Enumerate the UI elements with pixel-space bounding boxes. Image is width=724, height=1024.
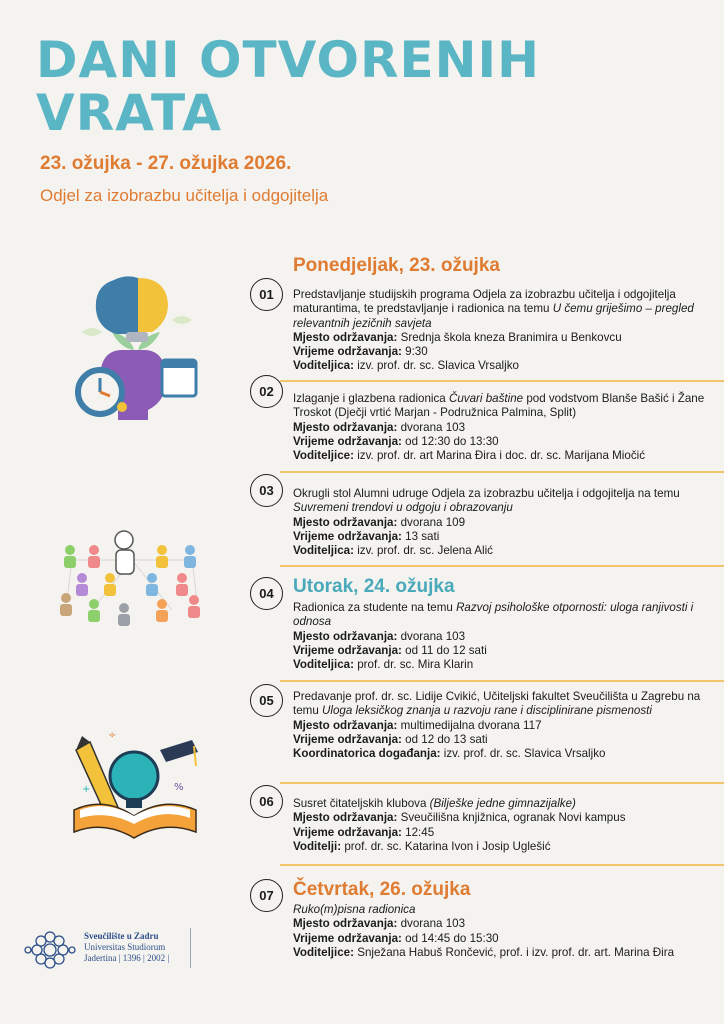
event-number-badge: 04 xyxy=(250,577,283,610)
brain-lightbulb-illustration xyxy=(62,272,212,422)
book-brain-illustration xyxy=(68,730,203,845)
event-number-badge: 01 xyxy=(250,278,283,311)
day-heading-tuesday: Utorak, 24. ožujka xyxy=(293,576,455,597)
svg-text:+: + xyxy=(82,784,91,795)
event-number-badge: 07 xyxy=(250,879,283,912)
title-line2: VRATA xyxy=(36,84,222,142)
section-divider xyxy=(280,680,724,682)
section-divider xyxy=(280,864,724,866)
event-entry: Predstavljanje studijskih programa Odjela za izobrazbu učitelja i odgojitelja maturantima, te predstavljanje i radionica na temu U čemu griješimo – pregled relevantnih jezičnih savjeta Mjesto održavanja: Srednja škola kneza Branimira u Benkovcu Vrijeme održavanja: 9:30 Voditeljica: izv. prof. dr. sc. Slavica Vrsaljko xyxy=(293,288,694,373)
event-dates: 23. ožujka - 27. ožujka 2026. xyxy=(40,153,292,174)
event-entry: Susret čitateljskih klubova (Bilješke jedne gimnazijalke) Mjesto održavanja: Sveučilišna knjižnica, ogranak Novi kampus Vrijeme održavanja: 12:45 Voditelji: prof. dr. sc. Katarina Ivon i Josip Uglešić xyxy=(293,797,626,853)
event-number-badge: 02 xyxy=(250,375,283,408)
day-heading-thursday: Četvrtak, 26. ožujka xyxy=(293,879,471,900)
event-entry: Ruko(m)pisna radionica Mjesto održavanja: dvorana 103 Vrijeme održavanja: od 14:45 do 15:30 Voditeljice: Snježana Habuš Rončević, prof. i izv. prof. dr. art. Marina Đira xyxy=(293,903,675,959)
svg-text:÷: ÷ xyxy=(108,730,117,741)
university-logo-text: Sveučilište u Zadru Universitas Studiorum Jadertina | 1396 | 2002 | xyxy=(84,931,170,963)
event-entry: Predavanje prof. dr. sc. Lidije Cvikić, Učiteljski fakultet Sveučilišta u Zagrebu na temu Uloga leksičkog znanja u razvoju rane i disciplinirane pismenosti Mjesto održavanja: multimedijalna dvorana 117 Vrijeme održavanja: od 12 do 13 sati Koordinatorica događanja: izv. prof. dr. sc. Slavica Vrsaljko xyxy=(293,690,701,761)
day-heading-monday: Ponedjeljak, 23. ožujka xyxy=(293,255,500,276)
title-line1: DANI OTVORENIH xyxy=(36,31,540,89)
people-network-illustration xyxy=(52,520,212,640)
event-number-badge: 05 xyxy=(250,684,283,717)
event-entry: Okrugli stol Alumni udruge Odjela za izobrazbu učitelja i odgojitelja na temu Suvremeni trendovi u odgoju i obrazovanju Mjesto održavanja: dvorana 109 Vrijeme održavanja: 13 sati Voditeljica: izv. prof. dr. sc. Jelena Alić xyxy=(293,487,680,558)
event-number-badge: 06 xyxy=(250,785,283,818)
event-entry: Radionica za studente na temu Razvoj psihološke otpornosti: uloga ranjivosti i odnosa Mjesto održavanja: dvorana 103 Vrijeme održavanja: od 11 do 12 sati Voditeljica: prof. dr. sc. Mira Klarin xyxy=(293,601,694,672)
section-divider xyxy=(280,565,724,567)
section-divider xyxy=(280,471,724,473)
section-divider xyxy=(280,782,724,784)
event-number-badge: 03 xyxy=(250,474,283,507)
section-divider xyxy=(280,380,724,382)
logo-divider xyxy=(190,928,191,968)
event-entry: Izlaganje i glazbena radionica Čuvari baštine pod vodstvom Blanše Bašić i Žane Troskot (Dječji vrtić Marjan - Podružnica Palmina, Split) Mjesto održavanja: dvorana 103 Vrijeme održavanja: od 12:30 do 13:30 Voditeljice: izv. prof. dr. art Marina Đira i doc. dr. sc. Marijana Miočić xyxy=(293,392,705,463)
university-logo-icon xyxy=(22,926,78,974)
department-name: Odjel za izobrazbu učitelja i odgojitelja xyxy=(40,186,329,205)
page-title xyxy=(36,31,540,142)
svg-text:%: % xyxy=(174,782,184,793)
